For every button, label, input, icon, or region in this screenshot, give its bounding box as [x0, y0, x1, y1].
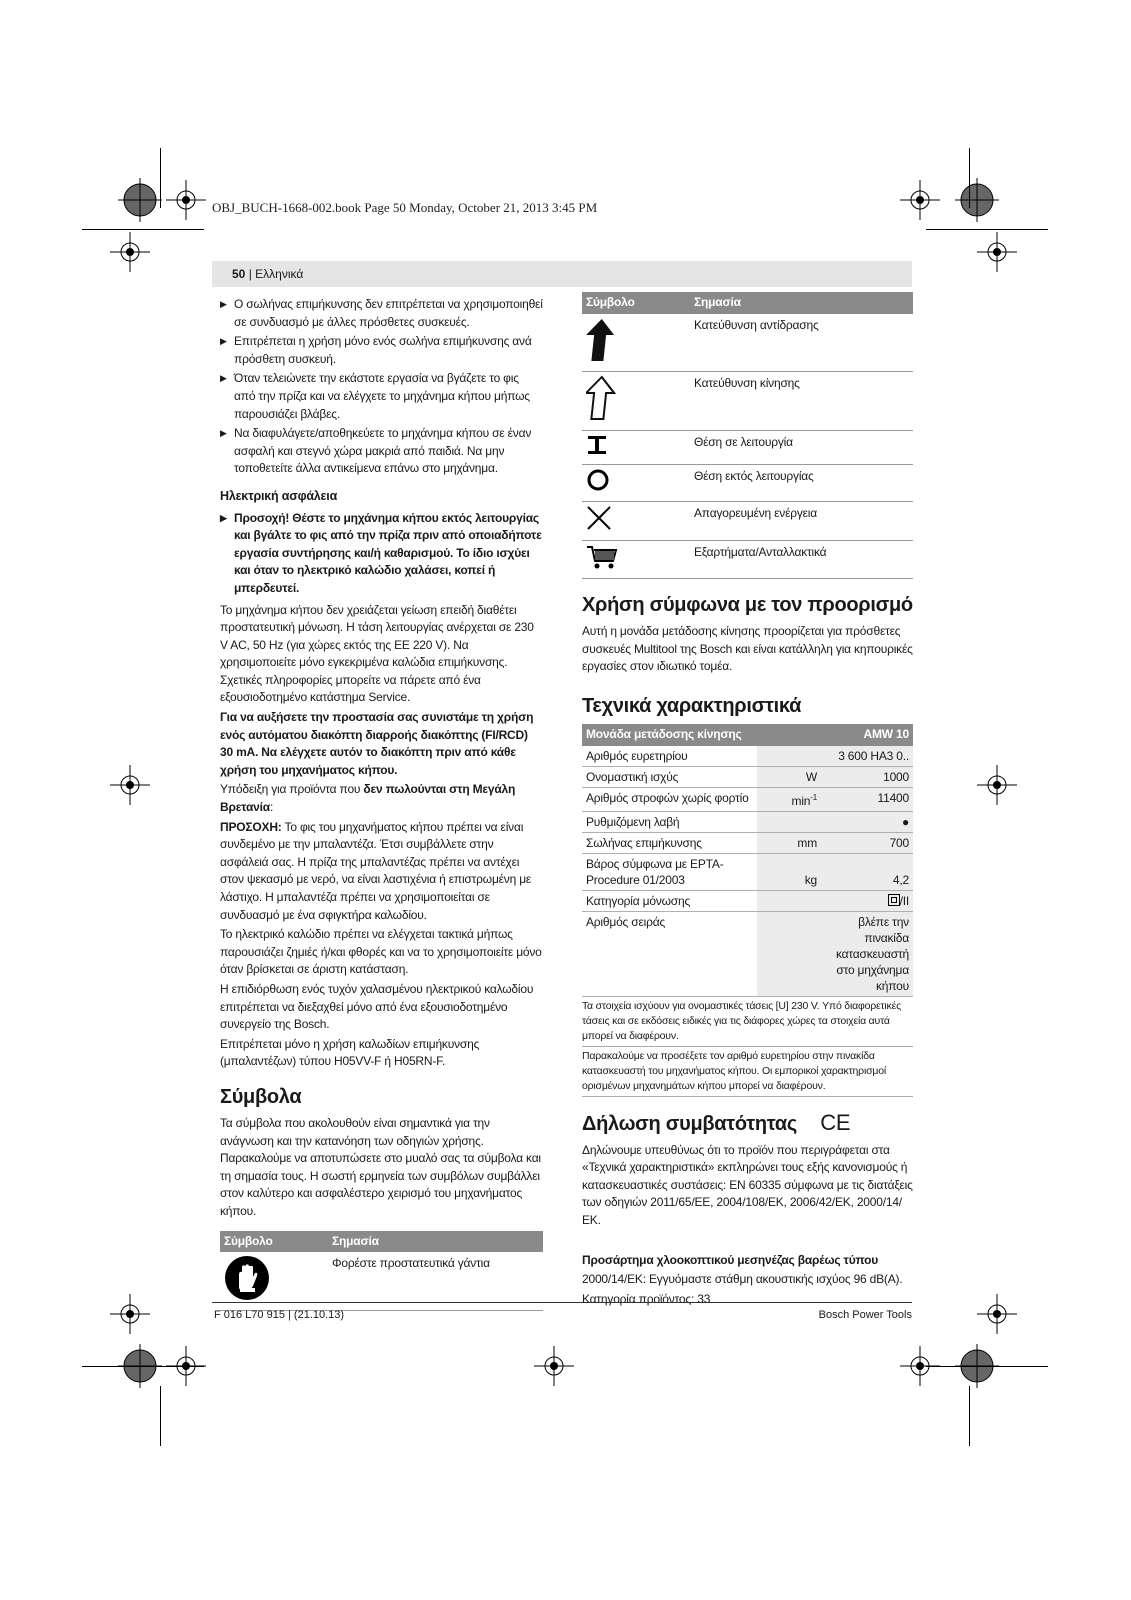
registration-mark-icon [164, 178, 208, 222]
symbol-meaning: Κατεύθυνση κίνησης [690, 372, 913, 431]
off-position-icon [586, 468, 610, 492]
caution-paragraph: ΠΡΟΣΟΧΗ: Το φις του μηχανήματος κήπου πρέπει να είναι συνδεμένο με την μπαλαντέζα. Έτσι συμβάλλετε στην ασφάλειά σας. Η πρίζα της μπαλαντέζας πρέπει να αντέχει στον ψεκασμό με νερό, να είναι λαστιχένια ή επιστρωμένη με λάστιχο. Η μπαλαντέζα πρέπει να χρησιμοποιείται σε συνδυασμό με ένα σφιγκτήρα καλωδίου. [220, 819, 532, 922]
symbol-meaning: Θέση σε λειτουργία [690, 430, 913, 465]
table-row: Ρυθμιζόμενη λαβή ● [582, 811, 913, 832]
note: Τα στοιχεία ισχύουν για ονομαστικές τάσεις [U] 230 V. Υπό διαφορετικές τάσεις και σε εκδόσεις ειδικές για τις διάφορες χώρες τα στοιχεία αυτά μπορεί να διαφέρουν. [582, 999, 901, 1042]
symbol-meaning: Κατεύθυνση αντίδρασης [690, 314, 913, 372]
noise-heading: Προσάρτημα χλοοκοπτικού μεσηνέζας βαρέως τύπου [582, 1252, 879, 1267]
on-position-icon [586, 434, 608, 456]
symbol-meaning: Φορέστε προστατευτικά γάντια [328, 1252, 543, 1310]
electrical-safety-heading: Ηλεκτρική ασφάλεια [220, 488, 338, 503]
symbol-meaning: Θέση εκτός λειτουργίας [690, 465, 913, 502]
footer-brand: Bosch Power Tools [818, 1309, 912, 1321]
bullet-item: ▶ Ο σωλήνας επιμήκυνσης δεν επιτρέπεται να χρησιμοποιηθεί σε συνδυασμό με άλλες πρόσθετες συσκευές. [220, 296, 543, 331]
section-label: Ελληνικά [255, 267, 304, 281]
table-row: Σωλήνας επιμήκυνσης mm 700 [582, 832, 913, 853]
bullet-item: ▶ Όταν τελειώνετε την εκάστοτε εργασία να βγάζετε το φις από την πρίζα και να ελέγχετε το μηχάνημα κήπου μήπως παρουσιάζει βλάβες. [220, 370, 543, 423]
paragraph: Επιτρέπεται μόνο η χρήση καλωδίων επιμήκυνσης (μπαλαντέζων) τύπου H05VV-F ή H05RN-F. [220, 1036, 480, 1069]
footer-doc-id: F 016 L70 915 | (21.10.13) [214, 1309, 345, 1321]
technical-data-table: Μονάδα μετάδοσης κίνησης AMW 10 Αριθμός ευρετηρίου 3 600 HA3 0.. Ονομαστική ισχύς W 1000 Αριθμός στροφών χωρίς φορτίο $\min^{-1}$ 11400 Ρυθμιζόμενη λαβή ● Σωλήνας επιμήκυνσης mm 700 Βάρος σύμφωνα με EPTA-Procedure 01/2003 kg 4,2 Κατηγορία μόνωσης /II Αριθμός σειράς βλέπε την πινακίδα κατασκευαστή στο μηχάνημα κήπου [582, 724, 913, 997]
noise-text: 2000/14/ΕΚ: Εγγυόμαστε στάθμη ακουστικής ισχύος 96 dB(A). [582, 1272, 903, 1287]
page-footer [212, 1302, 912, 1321]
right-column [582, 292, 913, 1310]
table-row: Αριθμός σειράς βλέπε την πινακίδα κατασκευαστή στο μηχάνημα κήπου [582, 911, 913, 996]
table-row: Αριθμός στροφών χωρίς φορτίο $\min^{-1}$ 11400 [582, 787, 913, 811]
intended-use-heading: Χρήση σύμφωνα με τον προορισμό [582, 594, 913, 617]
shopping-cart-icon [586, 544, 618, 570]
prohibited-action-icon [586, 505, 612, 531]
table-row [582, 372, 913, 431]
table-row [582, 540, 913, 579]
page-number: 50 [232, 267, 246, 281]
uk-note: Υπόδειξη για προϊόντα που δεν πωλούνται στη Μεγάλη Βρετανία: [220, 782, 516, 815]
reaction-direction-arrow-icon [586, 317, 618, 363]
protective-gloves-icon [224, 1255, 270, 1301]
bullet-item: ▶ Επιτρέπεται η χρήση μόνο ενός σωλήνα επιμήκυνσης ανά πρόσθετη συσκευή. [220, 333, 543, 368]
conformity-heading: Δήλωση συμβατότητας CE [582, 1109, 851, 1135]
ce-mark-icon: CE [820, 1109, 851, 1135]
protection-class-ii-icon [888, 894, 900, 906]
table-row [582, 465, 913, 502]
electrical-warning: ▶ Προσοχή! Θέστε το μηχάνημα κήπου εκτός λειτουργίας και βγάλτε το φις από την πρίζα πριν από οποιαδήποτε εργασία συντήρησης και/ή καθαρισμού. Το ίδιο ισχύει και όταν το ηλεκτρικό καλώδιο χαλάσει, κοπεί ή μπερδευτεί. [220, 510, 543, 598]
paragraph: Το ηλεκτρικό καλώδιο πρέπει να ελέγχεται τακτικά μήπως παρουσιάζει ζημιές ή/και φθορές και να το χρησιμοποιείτε μόνο όταν βρίσκεται σε άριστη κατάσταση. [220, 927, 542, 977]
note: Παρακαλούμε να προσέξετε τον αριθμό ευρετηρίου στην πινακίδα κατασκευαστή του μηχανήματος κήπου. Οι εμπορικοί χαρακτηρισμοί ορισμένων μηχανημάτων κήπου μπορεί να διαφέρουν. [582, 1046, 913, 1097]
movement-direction-arrow-icon [586, 375, 618, 421]
registration-mark-icon [898, 178, 942, 222]
table-row: Κατηγορία μόνωσης /II [582, 890, 913, 911]
table-row: Ονομαστική ισχύς W 1000 [582, 766, 913, 787]
table-row [582, 501, 913, 540]
intended-use-text: Αυτή η μονάδα μετάδοσης κίνησης προορίζεται για πρόσθετες συσκευές Multitool της Bosch και είναι κατάλληλη για κηπουρικές εργασίες στον ιδιωτικό τομέα. [582, 624, 913, 674]
registration-mark-icon [108, 230, 152, 274]
symbols-table-left: Σύμβολο Σημασία Φορέστε προστατευτικά γάντια [220, 1231, 543, 1311]
table-row [582, 314, 913, 372]
registration-mark-icon [975, 1292, 1019, 1336]
paragraph: Η επιδιόρθωση ενός τυχόν χαλασμένου ηλεκτρικού καλωδίου επιτρέπεται να διεξαχθεί μόνο από ένα εξουσιοδοτημένο συνεργείο της Bosch. [220, 981, 534, 1032]
technical-data-heading: Τεχνικά χαρακτηριστικά [582, 694, 802, 717]
registration-mark-icon [118, 178, 162, 222]
registration-mark-icon [955, 178, 999, 222]
left-column [220, 296, 543, 1311]
page-header: 50 | Ελληνικά [212, 261, 912, 287]
conformity-text: Δηλώνουμε υπευθύνως ότι το προϊόν που περιγράφεται στα «Τεχνικά χαρακτηριστικά» εκπληρώνει τους εξής κανονισμούς ή κατασκευαστικές συστάσεις: EN 60335 σύμφωνα με τις διατάξεις των οδηγιών 2011/65/ΕΕ, 2004/108/ΕΚ, 2006/42/ΕΚ, 2000/14/ΕΚ. [582, 1142, 913, 1227]
registration-mark-icon [108, 763, 152, 807]
symbols-heading: Σύμβολα [220, 1085, 302, 1108]
table-row: Αριθμός ευρετηρίου 3 600 HA3 0.. [582, 746, 913, 767]
registration-mark-icon [975, 230, 1019, 274]
bullet-item: ▶ Να διαφυλάγετε/αποθηκεύετε το μηχάνημα κήπου σε έναν ασφαλή και στεγνό χώρα μακριά από παιδιά. Να μην τοποθετείτε άλλα αντικείμενα επάνω στο μηχάνημα. [220, 425, 543, 478]
product-category: Κατηγορία προϊόντος: 33 [582, 1291, 711, 1306]
symbol-meaning: Εξαρτήματα/Ανταλλακτικά [690, 540, 913, 579]
table-row [582, 430, 913, 465]
registration-mark-icon [975, 763, 1019, 807]
symbols-table-right: Σύμβολο Σημασία Κατεύθυνση αντίδρασης Κατεύθυνση κίνησης Θέση σε λειτουργία Θέση εκτός λειτουργίας Απαγορευμένη ενέργεια Εξαρτήματα/Ανταλλακτικά [582, 292, 913, 579]
registration-mark-icon [532, 1344, 576, 1388]
paragraph: Το μηχάνημα κήπου δεν χρειάζεται γείωση επειδή διαθέτει προστατευτική μόνωση. Η τάση λειτουργίας ανέρχεται σε 230 V AC, 50 Hz (για χώρες εκτός της ΕΕ 220 V). Να χρησιμοποιείτε μόνο εγκεκριμένα καλώδια επιμήκυνσης. Σχετικές πληροφορίες μπορείτε να πάρετε από ένα εξουσιοδοτημένο κατάστημα Service. [220, 602, 534, 705]
print-slug: OBJ_BUCH-1668-002.book Page 50 Monday, October 21, 2013 3:45 PM [212, 200, 598, 215]
rcd-recommendation: Για να αυξήσετε την προστασία σας συνιστάμε τη χρήση ενός αυτόματου διακόπτη διαρροής διακόπτης (FI/RCD) 30 mA. Να ελέγχετε αυτόν το διακόπτη πριν από κάθε χρήση του μηχανήματος κήπου. [220, 710, 534, 777]
registration-mark-icon [108, 1292, 152, 1336]
symbols-intro: Τα σύμβολα που ακολουθούν είναι σημαντικά για την ανάγνωση και την κατανόηση των οδηγιών χρήσης. Παρακαλούμε να αποτυπώσετε στο μυαλό σας τα σύμβολα και τη σημασία τους. Η σωστή ερμηνεία των συμβόλων συμβάλλει στον καλύτερο και ασφαλέστερο χειρισμό του μηχανήματος κήπου. [220, 1115, 541, 1218]
symbol-meaning: Απαγορευμένη ενέργεια [690, 501, 913, 540]
table-row: Βάρος σύμφωνα με EPTA-Procedure 01/2003 kg 4,2 [582, 853, 913, 890]
